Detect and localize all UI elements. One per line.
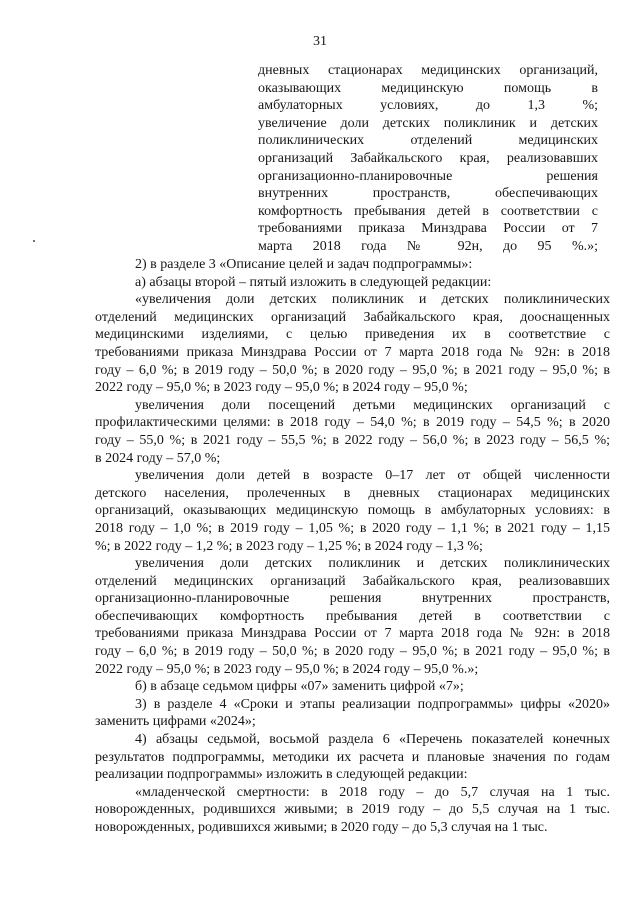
paragraph	[95, 696, 610, 731]
paragraph-line: профилактическими целями: в 2018 году – 54,0 %; в 2019 году – 54,5 %; в 2020	[95, 415, 610, 431]
paragraph	[95, 467, 610, 555]
paragraph-line: в 2024 году – 57,0 %;	[95, 450, 221, 466]
paragraph-line: медицинскими изделиями, с целью приведения их в соответствие с	[95, 327, 610, 343]
paragraph-line: требованиями приказа Минздрава России от 7 марта 2018 года № 92н: в 2018	[95, 626, 610, 642]
paragraph	[95, 291, 610, 397]
paragraph-line: 2022 году – 95,0 %; в 2023 году – 95,0 %; в 2024 году – 95,0 %;	[95, 380, 468, 396]
continuation-line: комфортность пребывания детей в соответствии с	[258, 203, 598, 219]
paragraph	[95, 731, 610, 784]
paragraph	[95, 397, 610, 467]
paragraph-line: увеличения доли детских поликлиник и детских поликлинических	[135, 556, 610, 572]
paragraph-line: заменить цифрами «2024»;	[95, 714, 256, 730]
paragraph	[95, 784, 610, 837]
paragraph-line: отделений медицинских организаций Забайкальского края, дооснащенных	[95, 309, 610, 325]
continuation-line: организаций Забайкальского края, реализовавших	[258, 150, 598, 166]
page-number: 31	[313, 34, 327, 49]
paragraph-line: году – 6,0 %; в 2019 году – 50,0 %; в 2020 году – 95,0 %; в 2021 году – 95,0 %; в	[95, 362, 610, 378]
continuation-line: оказывающих медицинскую помощь в	[258, 80, 598, 96]
paragraph-line: б) в абзаце седьмом цифры «07» заменить цифрой «7»;	[135, 679, 464, 695]
paragraph-line: организаций, оказывающих медицинскую помощь в амбулаторных условиях: в	[95, 503, 610, 519]
paragraph-line: детского населения, пролеченных в дневных стационарах медицинских	[95, 485, 610, 501]
paragraph-line: реализации подпрограммы» изложить в следующей редакции:	[95, 767, 468, 783]
paragraph-line: 2022 году – 95,0 %; в 2023 году – 95,0 %; в 2024 году – 95,0 %.»;	[95, 661, 479, 677]
paragraph	[95, 274, 610, 292]
paragraph-line: «увеличения доли детских поликлиник и детских поликлинических	[135, 292, 610, 308]
paragraph	[95, 555, 610, 678]
paragraph	[95, 678, 610, 696]
continuation-line: увеличение доли детских поликлиник и детских	[258, 115, 598, 131]
continuation-line: поликлинических отделений медицинских	[258, 133, 598, 149]
paragraph-line: организационно-планировочные решения внутренних пространств,	[95, 591, 610, 607]
paragraph-line: а) абзацы второй – пятый изложить в следующей редакции:	[135, 274, 492, 290]
paragraph-line: обеспечивающих комфортность пребывания детей в соответствии с	[95, 608, 610, 624]
paragraph-line: новорожденных, родившихся живыми; в 2019 году – до 5,5 случая на 1 тыс.	[95, 802, 610, 818]
paragraph-line: требованиями приказа Минздрава России от 7 марта 2018 года № 92н: в 2018	[95, 344, 610, 360]
continuation-line: марта 2018 года № 92н, до 95 %.»;	[258, 238, 598, 254]
continuation-line: амбулаторных условиях, до 1,3 %;	[258, 98, 598, 114]
margin-mark	[33, 240, 35, 242]
paragraph-line: 2018 году – 1,0 %; в 2019 году – 1,05 %; в 2020 году – 1,1 %; в 2021 году – 1,15	[95, 520, 610, 536]
paragraph-line: увеличения доли детей в возрасте 0–17 лет от общей численности	[135, 468, 610, 484]
paragraph-line: результатов подпрограммы, методики их расчета и плановые значения по годам	[95, 749, 610, 765]
paragraph-line: увеличения доли посещений детьми медицинских организаций с	[135, 397, 610, 413]
paragraph-line: отделений медицинских организаций Забайкальского края, реализовавших	[95, 573, 610, 589]
paragraph-line: 3) в разделе 4 «Сроки и этапы реализации подпрограммы» цифры «2020»	[135, 696, 610, 712]
paragraph-line: 4) абзацы седьмой, восьмой раздела 6 «Перечень показателей конечных	[135, 732, 610, 748]
paragraph-line: %; в 2022 году – 1,2 %; в 2023 году – 1,25 %; в 2024 году – 1,3 %;	[95, 538, 483, 554]
paragraph-line: новорожденных, родившихся живыми; в 2020 году – до 5,3 случая на 1 тыс.	[95, 820, 548, 835]
paragraph	[95, 256, 610, 274]
paragraph-line: «младенческой смертности: в 2018 году – до 5,7 случая на 1 тыс.	[135, 784, 610, 800]
continuation-line: внутренних пространств, обеспечивающих	[258, 186, 598, 202]
paragraph-line: 2) в разделе 3 «Описание целей и задач подпрограммы»:	[135, 257, 473, 272]
continuation-line: дневных стационарах медицинских организаций,	[258, 63, 598, 78]
paragraph-line: году – 6,0 %; в 2019 году – 50,0 %; в 2020 году – 95,0 %; в 2021 году – 95,0 %; в	[95, 644, 610, 660]
continuation-line: требованиями приказа Минздрава России от 7	[258, 221, 598, 237]
continuation-block	[258, 62, 598, 256]
continuation-line: организационно-планировочные решения	[258, 168, 598, 184]
document-body	[95, 256, 610, 837]
paragraph-line: году – 55,0 %; в 2021 году – 55,5 %; в 2022 году – 56,0 %; в 2023 году – 56,5 %;	[95, 432, 610, 448]
